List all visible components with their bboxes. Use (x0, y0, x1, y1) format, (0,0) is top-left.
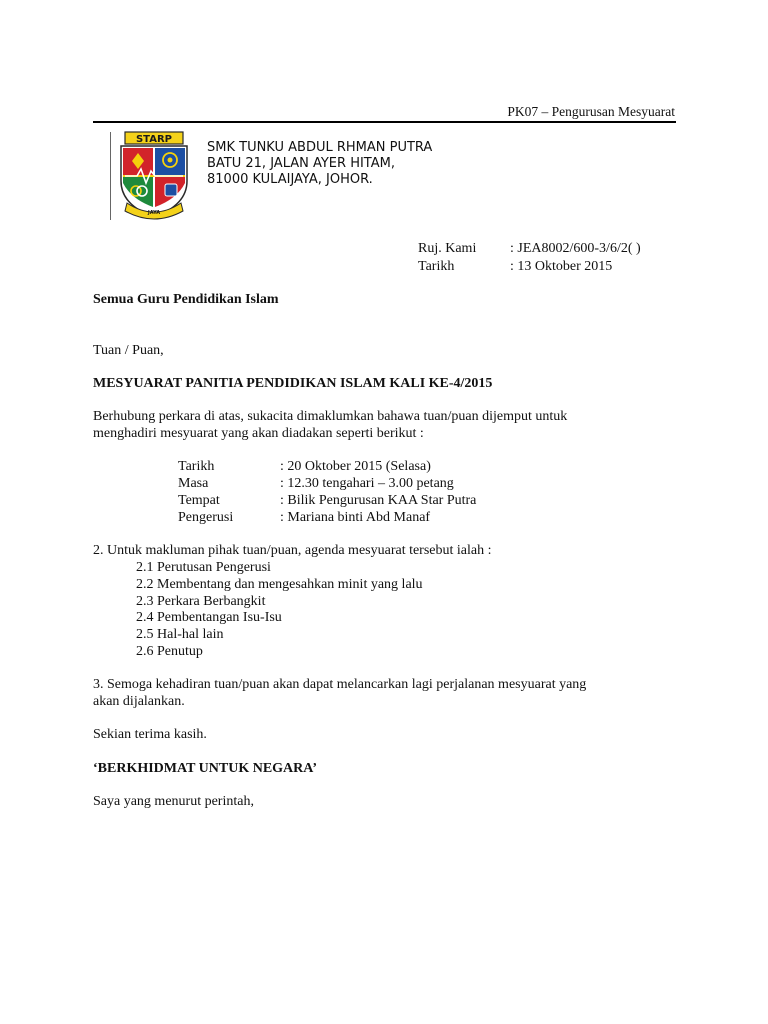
crest-ribbon-text: JAYA (147, 210, 161, 216)
crest-banner-text: STARP (135, 134, 173, 145)
meeting-date-value: : 20 Oktober 2015 (Selasa) (280, 459, 431, 474)
meeting-date-label: Tarikh (178, 459, 215, 474)
reference-label: Ruj. Kami (418, 241, 477, 256)
school-address-line-1: BATU 21, JALAN AYER HITAM, (207, 156, 395, 171)
agenda-item: 2.4 Pembentangan Isu-Isu (136, 610, 282, 625)
agenda-item: 2.6 Penutup (136, 644, 203, 659)
salutation: Tuan / Puan, (93, 343, 164, 358)
recipient: Semua Guru Pendidikan Islam (93, 292, 279, 307)
document-form-code: PK07 – Pengurusan Mesyuarat (507, 104, 675, 119)
logo-divider (110, 132, 111, 220)
sign-off: Saya yang menurut perintah, (93, 794, 254, 809)
header-divider (93, 121, 676, 123)
agenda-item: 2.2 Membentang dan mengesahkan minit yang lalu (136, 577, 423, 592)
agenda-item: 2.3 Perkara Berbangkit (136, 594, 266, 609)
meeting-chair-label: Pengerusi (178, 510, 234, 525)
closing-paragraph-line-1: 3. Semoga kehadiran tuan/puan akan dapat melancarkan lagi perjalanan mesyuarat yang (93, 677, 587, 692)
meeting-time-value: : 12.30 tengahari – 3.00 petang (280, 476, 454, 491)
meeting-venue-value: : Bilik Pengurusan KAA Star Putra (280, 493, 477, 508)
letter-date-value: : 13 Oktober 2015 (510, 259, 613, 274)
motto: ‘BERKHIDMAT UNTUK NEGARA’ (93, 761, 318, 776)
intro-line-2: menghadiri mesyuarat yang akan diadakan seperti berikut : (93, 426, 424, 441)
agenda-intro: 2. Untuk makluman pihak tuan/puan, agenda mesyuarat tersebut ialah : (93, 543, 492, 558)
meeting-venue-label: Tempat (178, 493, 220, 508)
letter-subject: MESYUARAT PANITIA PENDIDIKAN ISLAM KALI KE-4/2015 (93, 376, 493, 391)
reference-number: : JEA8002/600-3/6/2( ) (510, 241, 641, 256)
agenda-item: 2.5 Hal-hal lain (136, 627, 224, 642)
letter-date-label: Tarikh (418, 259, 455, 274)
meeting-time-label: Masa (178, 476, 209, 491)
thanks-line: Sekian terima kasih. (93, 727, 207, 742)
meeting-chair-value: : Mariana binti Abd Manaf (280, 510, 431, 525)
school-crest-logo (113, 131, 195, 221)
closing-paragraph-line-2: akan dijalankan. (93, 694, 185, 709)
school-name: SMK TUNKU ABDUL RHMAN PUTRA (207, 140, 433, 155)
intro-line-1: Berhubung perkara di atas, sukacita dimaklumkan bahawa tuan/puan dijemput untuk (93, 409, 568, 424)
school-address-line-2: 81000 KULAIJAYA, JOHOR. (207, 172, 373, 187)
agenda-item: 2.1 Perutusan Pengerusi (136, 560, 271, 575)
